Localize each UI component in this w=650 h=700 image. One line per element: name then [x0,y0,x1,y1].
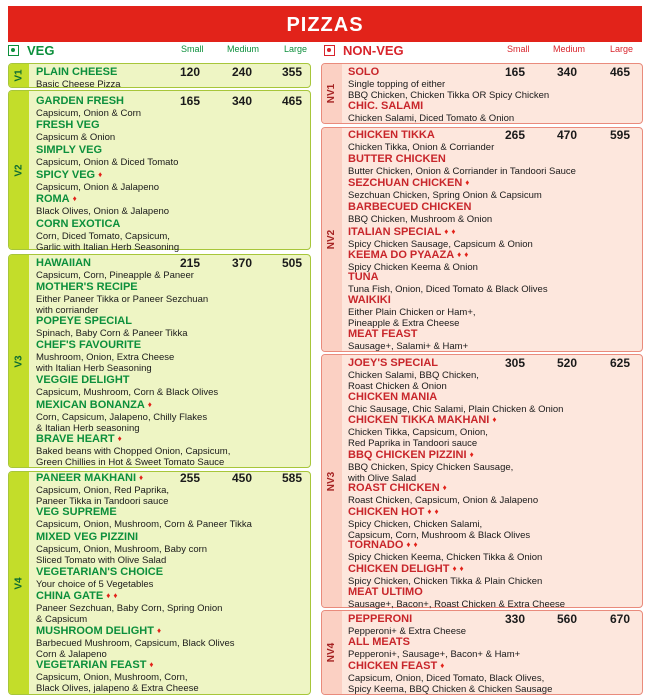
nonveg-item-description: Sausage+, Salami+ & Ham+ [348,341,469,352]
veg-item-description: Paneer Tikka in Tandoori sauce [36,496,169,507]
nonveg-item-name [348,539,418,551]
nonveg-item-description: Spicy Chicken Keema & Onion [348,262,478,273]
nonveg-item-description: Capsicum, Corn, Mushroom & Black Olives [348,530,531,541]
chili-icon: ♦ [452,564,457,573]
nonveg-item-name [348,660,444,672]
chili-icon: ♦ [442,483,447,492]
nonveg-item-description: Chicken Salami, BBQ Chicken, [348,370,479,381]
nonveg-item-label: BBQ CHICKEN PIZZINI [348,449,467,461]
nonveg-item-description: Butter Chicken, Onion & Corriander in Tandoori Sauce [348,166,576,177]
veg-item-name [36,399,152,411]
chili-icon: ♦ [98,170,103,179]
nonveg-price-medium: 560 [557,612,578,626]
nonveg-item-label: SEZCHUAN CHICKEN [348,177,463,189]
veg-item-label: VEG SUPREME [36,506,117,518]
pizzas-title-banner: PIZZAS [8,6,642,42]
veg-item-description: Capsicum, Onion & Jalapeno [36,182,160,193]
nonveg-item-name [348,271,379,283]
veg-price-large: 465 [282,94,303,108]
veg-item-description: Black Olives, Onion & Jalapeno [36,206,170,217]
nonveg-category-label: NV1 [326,83,338,104]
nonveg-item-name [348,482,447,494]
nonveg-price-large: 670 [610,612,631,626]
nonveg-item-name [348,357,438,369]
veg-item-description: Mushroom, Onion, Extra Cheese [36,352,175,363]
veg-item-description: Green Chillies in Hot & Sweet Tomato Sauce [36,457,225,468]
veg-item-name [36,119,100,131]
chili-icon: ♦ [492,415,497,424]
veg-item-description: Corn, Diced Tomato, Capsicum, [36,231,170,242]
nonveg-item-description: Pepperoni+ & Extra Cheese [348,626,467,637]
veg-item-description: Capsicum, Onion, Mushroom, Corn, [36,672,188,683]
nonveg-item-label: CHICKEN TIKKA MAKHANI [348,414,490,426]
chili-icon: ♦ [451,227,456,236]
veg-item-name [36,566,163,578]
chili-icon: ♦ [113,591,118,600]
nonveg-price-medium: 340 [557,65,578,79]
veg-item-label: MIXED VEG PIZZINI [36,531,139,543]
nonveg-item-description: Red Paprika in Tandoori sauce [348,438,478,449]
nonveg-item-label: PEPPERONI [348,613,413,625]
chili-icon: ♦ [117,434,122,443]
nonveg-category-tab [322,64,342,123]
veg-item-description: Sliced Tomato with Olive Salad [36,555,167,566]
veg-item-name [36,472,143,484]
nonveg-item-label: ALL MEATS [348,636,410,648]
veg-price-small: 215 [180,256,201,270]
veg-item-label: FRESH VEG [36,119,100,131]
nonveg-item-name [348,177,469,189]
nonveg-item-description: Either Plain Chicken or Ham+, [348,307,476,318]
nonveg-category-tab [322,128,342,351]
nonveg-item-label: MEAT ULTIMO [348,586,423,598]
chili-icon: ♦ [457,250,462,259]
nonveg-item-description: Tuna Fish, Onion, Diced Tomato & Black Olives [348,284,548,295]
veg-item-label: CHEF'S FAVOURITE [36,339,142,351]
nonveg-item-description: Single topping of either [348,79,446,90]
nonveg-item-name [348,563,464,575]
chili-icon: ♦ [440,661,445,670]
nonveg-item-name [348,449,474,461]
veg-item-description: Either Paneer Tikka or Paneer Sezchuan [36,294,209,305]
nonveg-item-label: CHICKEN DELIGHT [348,563,450,575]
veg-item-label: VEGETARIAN FEAST [36,659,147,671]
nonveg-item-description: Roast Chicken, Capsicum, Onion & Jalapeno [348,495,539,506]
chili-icon: ♦ [147,400,152,409]
nonveg-item-name [348,391,437,403]
veg-item-description: Capsicum, Onion, Mushroom, Corn & Paneer Tikka [36,519,252,530]
veg-item-description: Garlic with Italian Herb Seasoning [36,242,180,253]
veg-item-description: Barbecued Mushroom, Capsicum, Black Olives [36,638,235,649]
veg-item-label: BRAVE HEART [36,433,115,445]
veg-size-medium: Medium [227,44,260,54]
nonveg-category-tab [322,611,342,694]
nonveg-item-description: Chic Sausage, Chic Salami, Plain Chicken & Onion [348,404,564,415]
veg-item-description: Capsicum, Onion & Diced Tomato [36,157,179,168]
veg-item-name [36,257,91,269]
chili-icon: ♦ [406,540,411,549]
nonveg-size-medium: Medium [553,44,586,54]
nonveg-item-label: WAIKIKI [348,294,391,306]
nonveg-item-description: with Olive Salad [348,473,417,484]
veg-category-tab [9,91,29,249]
veg-heading: VEG [27,43,55,58]
veg-header [8,43,54,61]
nonveg-item-label: TUNA [348,271,379,283]
veg-item-name [36,144,102,156]
veg-price-medium: 370 [232,256,253,270]
chili-icon: ♦ [434,507,439,516]
nonveg-item-description: Pepperoni+, Sausage+, Bacon+ & Ham+ [348,649,521,660]
nonveg-item-name [348,100,423,112]
nonveg-price-large: 595 [610,128,631,142]
chili-icon: ♦ [427,507,432,516]
nonveg-heading: NON-VEG [343,43,404,58]
nonveg-price-small: 165 [505,65,526,79]
veg-item-label: SIMPLY VEG [36,144,103,156]
nonveg-item-label: ROAST CHICKEN [348,482,440,494]
nonveg-price-medium: 470 [557,128,578,142]
nonveg-item-name [348,226,455,238]
veg-item-label: PLAIN CHEESE [36,66,118,78]
veg-item-description: Paneer Sezchuan, Baby Corn, Spring Onion [36,603,223,614]
veg-item-name [36,95,124,107]
chili-icon: ♦ [465,178,470,187]
veg-item-description: Capsicum & Onion [36,132,116,143]
veg-price-small: 120 [180,65,201,79]
veg-item-name [36,66,117,78]
nonveg-item-name [348,129,435,141]
veg-category-tab [9,472,29,694]
veg-price-medium: 340 [232,94,253,108]
veg-item-description: Capsicum, Onion, Red Paprika, [36,485,170,496]
veg-category-label: V1 [13,69,25,82]
nonveg-item-name [348,66,379,78]
nonveg-category-label: NV2 [326,229,338,250]
veg-symbol-icon [8,45,19,56]
nonveg-item-description: Pineapple & Extra Cheese [348,318,460,329]
nonveg-item-description: Spicy Chicken Sausage, Capsicum & Onion [348,239,533,250]
nonveg-item-description: Chicken Tikka, Capsicum, Onion, [348,427,488,438]
veg-item-name [36,193,77,205]
chili-icon: ♦ [72,194,77,203]
veg-item-description: Capsicum, Onion & Corn [36,108,142,119]
nonveg-item-label: SOLO [348,66,380,78]
veg-item-name [36,218,120,230]
veg-item-label: MOTHER'S RECIPE [36,281,138,293]
veg-item-description: Your choice of 5 Vegetables [36,579,154,590]
chili-icon: ♦ [139,473,144,482]
veg-item-description: with corriander [36,305,99,316]
nonveg-price-large: 465 [610,65,631,79]
chili-icon: ♦ [469,450,474,459]
nonveg-symbol-icon [324,45,335,56]
nonveg-item-label: KEEMA DO PYAAZA [348,249,455,261]
nonveg-item-name [348,294,391,306]
nonveg-item-name [348,153,446,165]
veg-size-small: Small [181,44,204,54]
chili-icon: ♦ [464,250,469,259]
veg-item-name [36,590,117,602]
veg-price-small: 165 [180,94,201,108]
nonveg-item-description: Roast Chicken & Onion [348,381,447,392]
veg-price-large: 355 [282,65,303,79]
veg-price-large: 505 [282,256,303,270]
nonveg-item-label: CHICKEN FEAST [348,660,438,672]
veg-category-tab [9,64,29,87]
veg-item-description: Capsicum, Corn, Pineapple & Paneer [36,270,194,281]
veg-item-label: HAWAIIAN [36,257,91,269]
nonveg-item-description: BBQ Chicken, Chicken Tikka OR Spicy Chicken [348,90,550,101]
nonveg-item-label: TORNADO [348,539,404,551]
veg-item-description: Corn, Capsicum, Jalapeno, Chilly Flakes [36,412,208,423]
veg-category-label: V4 [13,576,25,590]
chili-icon: ♦ [444,227,449,236]
veg-item-description: Black Olives, jalapeno & Extra Cheese [36,683,199,694]
nonveg-item-name [348,636,410,648]
veg-item-name [36,625,161,637]
nonveg-item-label: JOEY'S SPECIAL [348,357,439,369]
veg-size-large: Large [284,44,308,54]
nonveg-item-description: Sausage+, Bacon+, Roast Chicken & Extra Cheese [348,599,566,610]
nonveg-item-label: CHICKEN HOT [348,506,425,518]
nonveg-price-small: 265 [505,128,526,142]
nonveg-category-tab [322,355,342,607]
nonveg-size-small: Small [507,44,530,54]
chili-icon: ♦ [106,591,111,600]
chili-icon: ♦ [149,660,154,669]
veg-price-small: 255 [180,471,201,485]
nonveg-item-label: CHICKEN MANIA [348,391,438,403]
veg-item-label: ROMA [36,193,70,205]
veg-item-description: Capsicum, Mushroom, Corn & Black Olives [36,387,219,398]
nonveg-size-large: Large [610,44,634,54]
nonveg-header [324,43,404,61]
nonveg-item-name [348,249,468,261]
veg-item-description: & Italian Herb seasoning [36,423,140,434]
nonveg-item-name [348,586,423,598]
veg-category-tab [9,255,29,467]
veg-item-description: Corn & Jalapeno [36,649,107,660]
veg-item-label: SPICY VEG [36,169,96,181]
nonveg-item-name [348,328,417,340]
chili-icon: ♦ [413,540,418,549]
nonveg-item-description: Spicy Keema, BBQ Chicken & Chicken Sausage [348,684,553,695]
veg-item-name [36,339,141,351]
nonveg-item-description: BBQ Chicken, Spicy Chicken Sausage, [348,462,514,473]
veg-item-label: VEGETARIAN'S CHOICE [36,566,164,578]
nonveg-item-description: Sezchuan Chicken, Spring Onion & Capsicum [348,190,542,201]
veg-item-label: POPEYE SPECIAL [36,315,132,327]
veg-item-label: CORN EXOTICA [36,218,121,230]
nonveg-category-label: NV3 [326,471,338,491]
nonveg-item-label: ITALIAN SPECIAL [348,226,442,238]
chili-icon: ♦ [156,626,162,635]
veg-category-label: V2 [13,163,25,177]
veg-item-name [36,433,122,445]
nonveg-item-description: Spicy Chicken Keema, Chicken Tikka & Onion [348,552,543,563]
veg-item-name [36,169,102,181]
veg-item-label: VEGGIE DELIGHT [36,374,130,386]
nonveg-category-label: NV4 [326,642,338,663]
veg-item-label: MEXICAN BONANZA [36,399,145,411]
veg-price-large: 585 [282,471,303,485]
veg-item-label: GARDEN FRESH [36,95,125,107]
nonveg-item-name [348,506,439,518]
nonveg-item-description: Spicy Chicken, Chicken Tikka & Plain Chicken [348,576,543,587]
nonveg-item-description: Chicken Salami, Diced Tomato & Onion [348,113,515,124]
veg-item-description: & Capsicum [36,614,88,625]
veg-item-name [36,506,117,518]
veg-item-name [36,531,138,543]
nonveg-item-name [348,414,496,426]
veg-item-name [36,281,138,293]
veg-price-medium: 450 [232,471,253,485]
veg-item-label: CHINA GATE [36,590,104,602]
nonveg-item-label: BARBECUED CHICKEN [348,201,472,213]
nonveg-item-label: MEAT FEAST [348,328,418,340]
veg-item-name [36,315,132,327]
nonveg-item-name [348,613,412,625]
nonveg-item-description: Chicken Tikka, Onion & Corriander [348,142,495,153]
nonveg-price-large: 625 [610,356,631,370]
nonveg-item-description: Capsicum, Onion, Diced Tomato, Black Olives, [348,673,545,684]
nonveg-price-small: 330 [505,612,526,626]
nonveg-price-medium: 520 [557,356,578,370]
veg-item-description: with Italian Herb Seasoning [36,363,152,374]
veg-item-description: Basic Cheese Pizza [36,79,121,90]
veg-item-description: Baked beans with Chopped Onion, Capsicum, [36,446,231,457]
chili-icon: ♦ [459,564,464,573]
veg-item-label: MUSHROOM DELIGHT [36,625,154,637]
veg-item-name [36,659,154,671]
veg-price-medium: 240 [232,65,253,79]
nonveg-item-description: Spicy Chicken, Chicken Salami, [348,519,483,530]
veg-category-label: V3 [13,354,25,368]
nonveg-item-label: BUTTER CHICKEN [348,153,446,165]
veg-item-description: Spinach, Baby Corn & Paneer Tikka [36,328,188,339]
veg-item-name [36,374,130,386]
nonveg-price-small: 305 [505,356,526,370]
veg-item-label: PANEER MAKHANI [36,472,137,484]
nonveg-item-description: BBQ Chicken, Mushroom & Onion [348,214,493,225]
nonveg-item-label: CHICKEN TIKKA [348,129,435,141]
nonveg-item-name [348,201,471,213]
veg-item-description: Capsicum, Onion, Mushroom, Baby corn [36,544,208,555]
nonveg-item-label: CHIC. SALAMI [348,100,424,112]
